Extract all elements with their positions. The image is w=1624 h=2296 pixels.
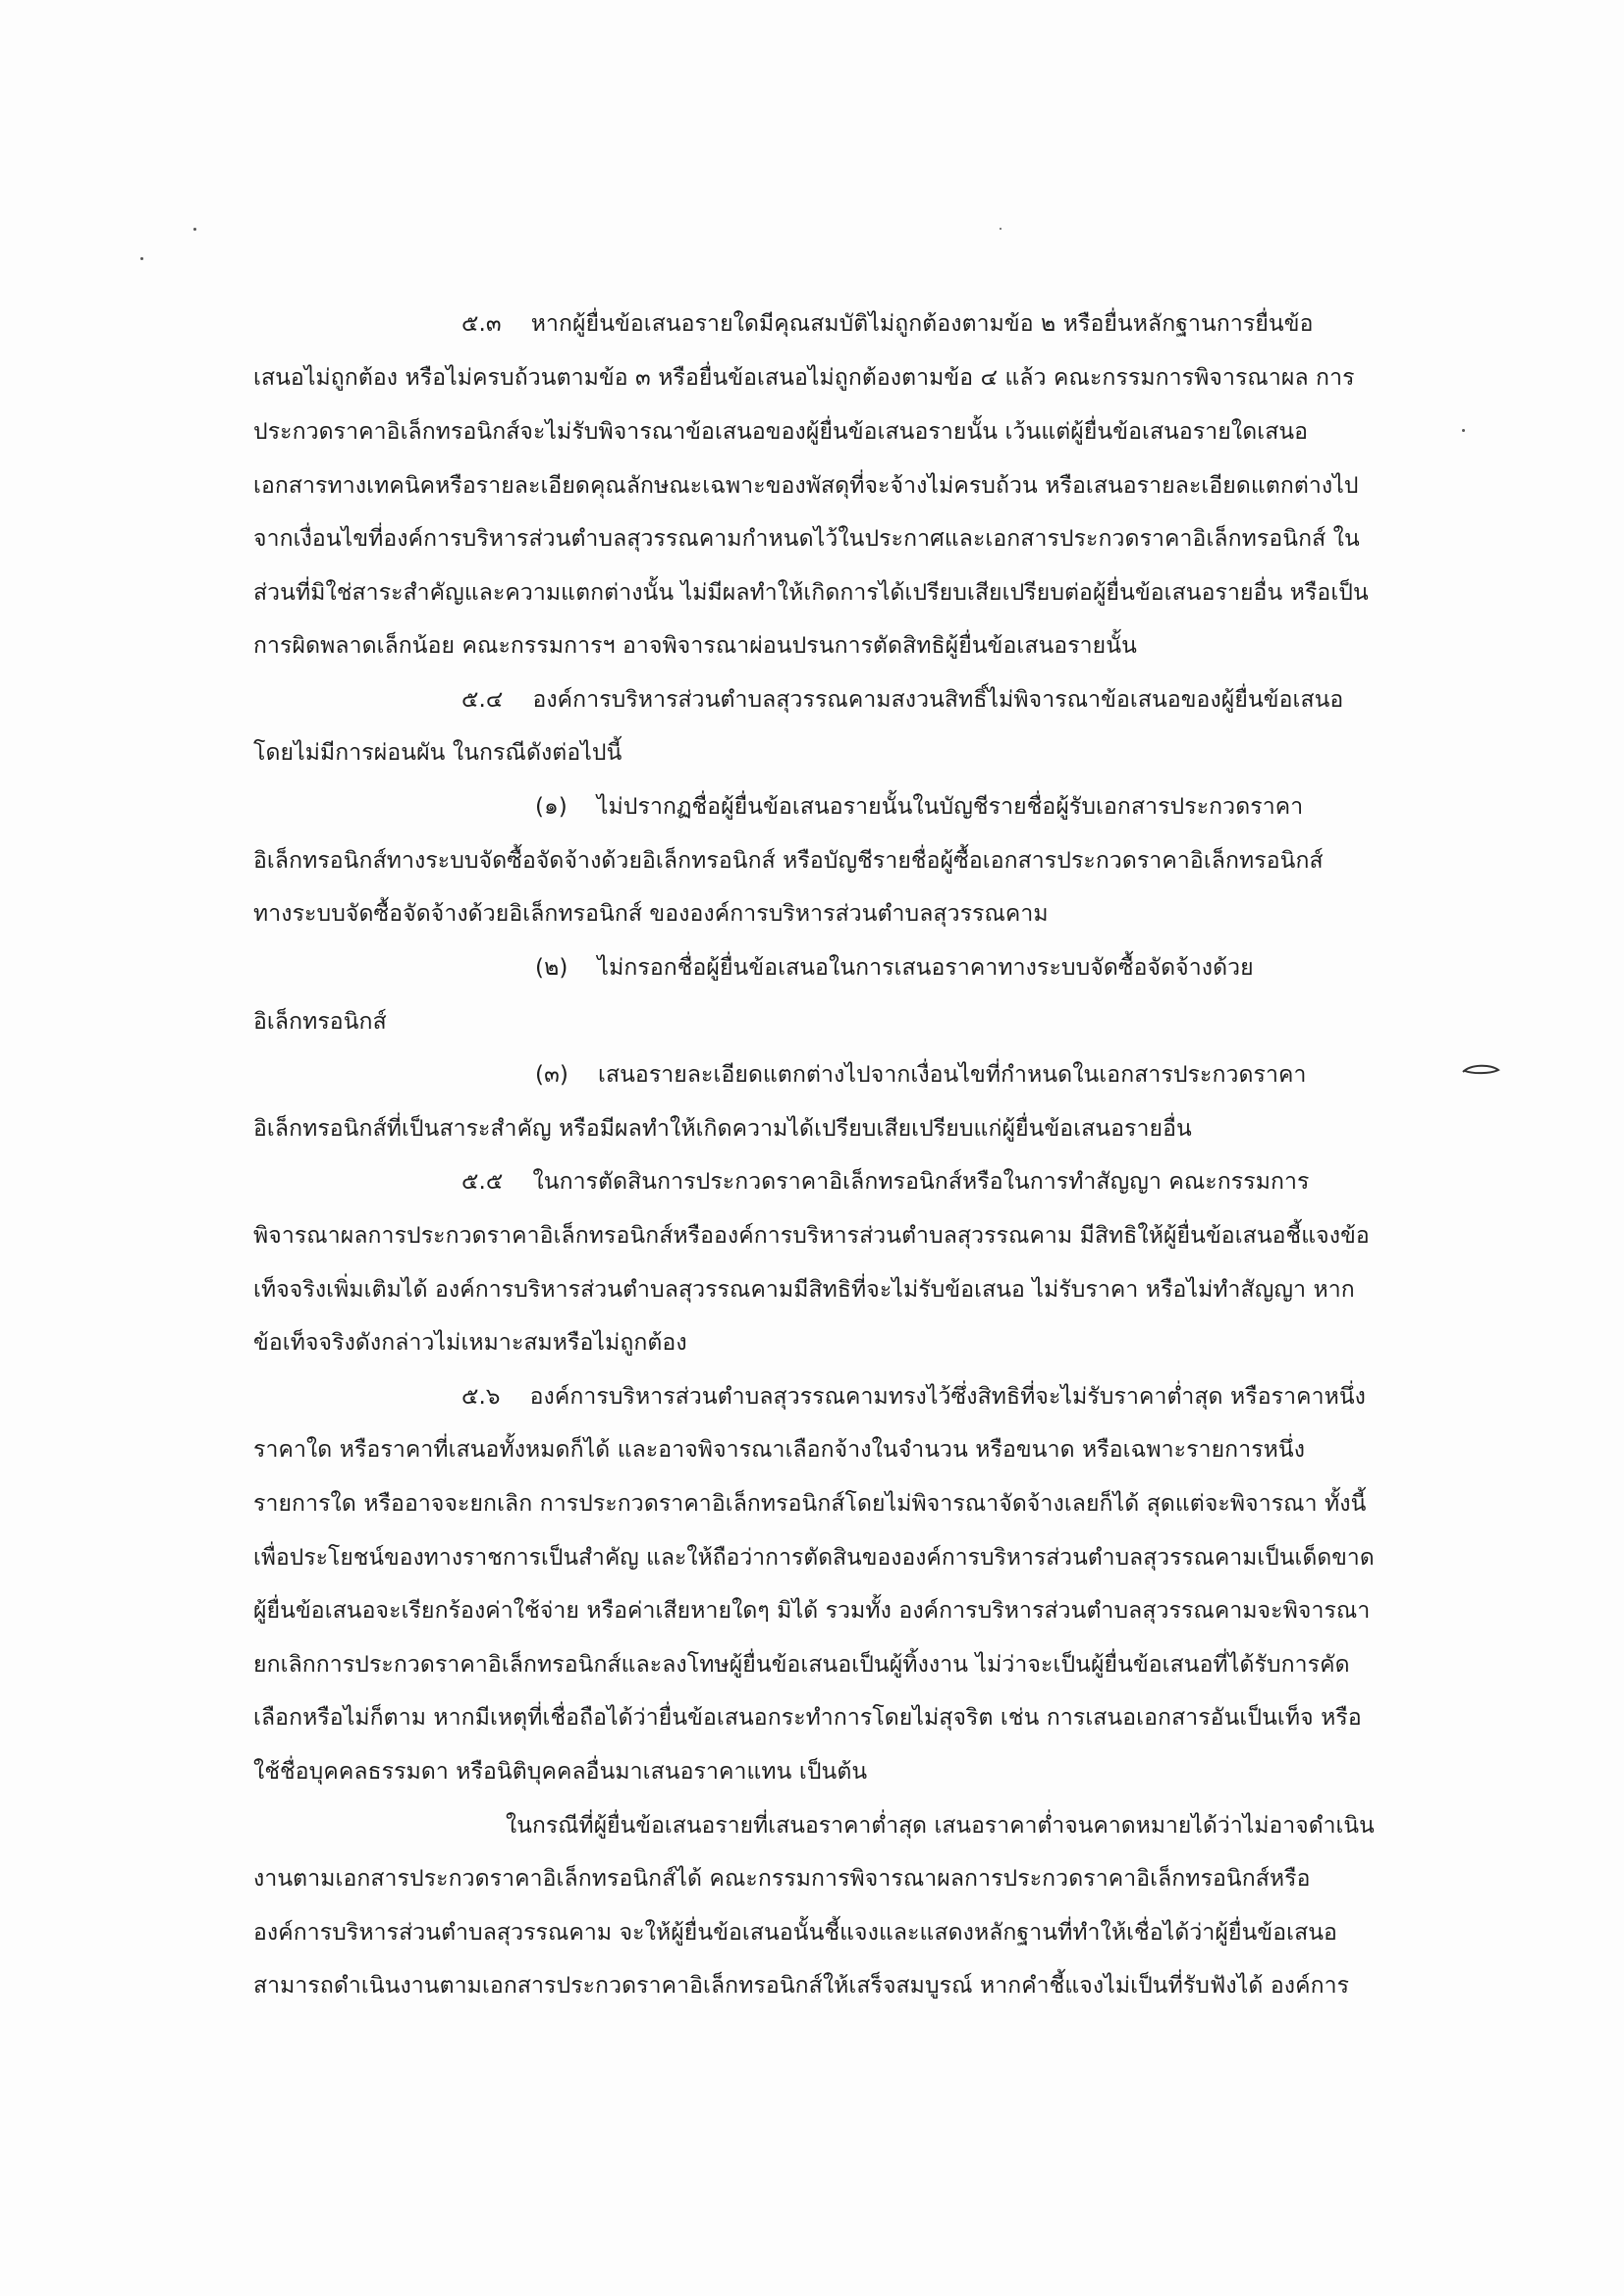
item-2-line-2: อิเล็กทรอนิกส์ [253,1009,387,1035]
paragraph-5-6b-line-4: สามารถดำเนินงานตามเอกสารประกวดราคาอิเล็กทรอนิกส์ให้เสร็จสมบูรณ์ หากคำชี้แจงไม่เป็นที่รับฟังได้ องค์การ [253,1973,1350,1999]
margin-scribble-icon [1461,1062,1500,1076]
paragraph-5-5-line-2: พิจารณาผลการประกวดราคาอิเล็กทรอนิกส์หรือองค์การบริหารส่วนตำบลสุวรรณคาม มีสิทธิให้ผู้ยื่นข้อเสนอชี้แจงข้อ [253,1223,1370,1249]
paragraph-5-6-line-2: ราคาใด หรือราคาที่เสนอทั้งหมดก็ได้ และอาจพิจารณาเลือกจ้างในจำนวน หรือขนาด หรือเฉพาะรายการหนึ่ง [253,1437,1306,1463]
item-1-line-3: ทางระบบจัดซื้อจัดจ้างด้วยอิเล็กทรอนิกส์ ขององค์การบริหารส่วนตำบลสุวรรณคาม [253,901,1049,927]
paragraph-5-4-line-2: โดยไม่มีการผ่อนผัน ในกรณีดังต่อไปนี้ [253,740,623,766]
item-number: (๓) [535,1062,568,1088]
section-number: ๕.๖ [461,1384,501,1410]
paragraph-5-6b-line-3: องค์การบริหารส่วนตำบลสุวรรณคาม จะให้ผู้ยื่นข้อเสนอนั้นชี้แจงและแสดงหลักฐานที่ทำให้เชื่อได้ว่าผู้ยื่นข้อเสนอ [253,1920,1337,1946]
paragraph-5-6-line-5: ผู้ยื่นข้อเสนอจะเรียกร้องค่าใช้จ่าย หรือค่าเสียหายใดๆ มิได้ รวมทั้ง องค์การบริหารส่วนตำบลสุวรรณคามจะพิจารณา [253,1598,1371,1624]
item-number: (๒) [535,955,568,981]
scan-speck [193,228,196,231]
scan-speck [140,257,143,260]
item-2-line-1: (๒) ไม่กรอกชื่อผู้ยื่นข้อเสนอในการเสนอราคาทางระบบจัดซื้อจัดจ้างด้วย [535,951,1254,985]
item-3-line-1: (๓) เสนอรายละเอียดแตกต่างไปจากเงื่อนไขที่กำหนดในเอกสารประกวดราคา [535,1058,1307,1092]
paragraph-5-6-line-4: เพื่อประโยชน์ของทางราชการเป็นสำคัญ และให้ถือว่าการตัดสินขององค์การบริหารส่วนตำบลสุวรรณคามเป็นเด็ดขาด [253,1545,1375,1571]
paragraph-5-4-line-1: ๕.๔ องค์การบริหารส่วนตำบลสุวรรณคามสงวนสิทธิ์ไม่พิจารณาข้อเสนอของผู้ยื่นข้อเสนอ [461,683,1343,717]
paragraph-5-3-line-5: จากเงื่อนไขที่องค์การบริหารส่วนตำบลสุวรรณคามกำหนดไว้ในประกาศและเอกสารประกวดราคาอิเล็กทรอนิกส์ ใน [253,526,1360,552]
item-1-line-1: (๑) ไม่ปรากฏชื่อผู้ยื่นข้อเสนอรายนั้นในบัญชีรายชื่อผู้รับเอกสารประกวดราคา [535,790,1303,824]
item-1-line-2: อิเล็กทรอนิกส์ทางระบบจัดซื้อจัดจ้างด้วยอิเล็กทรอนิกส์ หรือบัญชีรายชื่อผู้ซื้อเอกสารประกวดราคาอิเล็กทรอนิกส์ [253,848,1324,874]
paragraph-5-3-line-4: เอกสารทางเทคนิคหรือรายละเอียดคุณลักษณะเฉพาะของพัสดุที่จะจ้างไม่ครบถ้วน หรือเสนอรายละเอียดแตกต่างไป [253,473,1359,499]
paragraph-5-6-line-7: เลือกหรือไม่ก็ตาม หากมีเหตุที่เชื่อถือได้ว่ายื่นข้อเสนอกระทำการโดยไม่สุจริต เช่น การเสนอเอกสารอันเป็นเท็จ หรือ [253,1705,1362,1731]
scan-speck [1462,429,1465,432]
section-number: ๕.๓ [461,311,502,337]
section-number: ๕.๕ [461,1169,504,1195]
paragraph-5-5-line-3: เท็จจริงเพิ่มเติมได้ องค์การบริหารส่วนตำบลสุวรรณคามมีสิทธิที่จะไม่รับข้อเสนอ ไม่รับราคา หรือไม่ทำสัญญา หาก [253,1277,1355,1303]
paragraph-5-6-line-3: รายการใด หรืออาจจะยกเลิก การประกวดราคาอิเล็กทรอนิกส์โดยไม่พิจารณาจัดจ้างเลยก็ได้ สุดแต่จะพิจารณา ทั้งนี้ [253,1491,1367,1517]
paragraph-5-3-line-7: การผิดพลาดเล็กน้อย คณะกรรมการฯ อาจพิจารณาผ่อนปรนการตัดสิทธิผู้ยื่นข้อเสนอรายนั้น [253,633,1137,659]
paragraph-5-6b-line-1: ในกรณีที่ผู้ยื่นข้อเสนอรายที่เสนอราคาต่ำสุด เสนอราคาต่ำจนคาดหมายได้ว่าไม่อาจดำเนิน [506,1813,1375,1839]
paragraph-5-3-line-3: ประกวดราคาอิเล็กทรอนิกส์จะไม่รับพิจารณาข้อเสนอของผู้ยื่นข้อเสนอรายนั้น เว้นแต่ผู้ยื่นข้อเสนอรายใดเสนอ [253,419,1309,445]
paragraph-5-6-line-8: ใช้ชื่อบุคคลธรรมดา หรือนิติบุคคลอื่นมาเสนอราคาแทน เป็นต้น [253,1759,868,1785]
paragraph-5-5-line-4: ข้อเท็จจริงดังกล่าวไม่เหมาะสมหรือไม่ถูกต้อง [253,1330,687,1356]
paragraph-5-3-line-1: ๕.๓ หากผู้ยื่นข้อเสนอรายใดมีคุณสมบัติไม่ถูกต้องตามข้อ ๒ หรือยื่นหลักฐานการยื่นข้อ [461,307,1314,341]
item-number: (๑) [535,794,568,820]
paragraph-5-3-line-6: ส่วนที่มิใช่สาระสำคัญและความแตกต่างนั้น ไม่มีผลทำให้เกิดการได้เปรียบเสียเปรียบต่อผู้ยื่นข้อเสนอรายอื่น หรือเป็น [253,580,1369,606]
paragraph-5-6-line-1: ๕.๖ องค์การบริหารส่วนตำบลสุวรรณคามทรงไว้ซึ่งสิทธิที่จะไม่รับราคาต่ำสุด หรือราคาหนึ่ง [461,1380,1366,1414]
paragraph-5-3-line-2: เสนอไม่ถูกต้อง หรือไม่ครบถ้วนตามข้อ ๓ หรือยื่นข้อเสนอไม่ถูกต้องตามข้อ ๔ แล้ว คณะกรรมการพิจารณาผล การ [253,365,1355,391]
paragraph-5-5-line-1: ๕.๕ ในการตัดสินการประกวดราคาอิเล็กทรอนิกส์หรือในการทำสัญญา คณะกรรมการ [461,1165,1309,1199]
paragraph-5-6b-line-2: งานตามเอกสารประกวดราคาอิเล็กทรอนิกส์ได้ คณะกรรมการพิจารณาผลการประกวดราคาอิเล็กทรอนิกส์หรือ [253,1866,1311,1892]
section-number: ๕.๔ [461,687,504,713]
paragraph-5-6-line-6: ยกเลิกการประกวดราคาอิเล็กทรอนิกส์และลงโทษผู้ยื่นข้อเสนอเป็นผู้ทิ้งงาน ไม่ว่าจะเป็นผู้ยื่นข้อเสนอที่ได้รับการคัด [253,1652,1350,1678]
item-3-line-2: อิเล็กทรอนิกส์ที่เป็นสาระสำคัญ หรือมีผลทำให้เกิดความได้เปรียบเสียเปรียบแก่ผู้ยื่นข้อเสนอรายอื่น [253,1116,1192,1142]
scan-speck [1000,228,1001,230]
